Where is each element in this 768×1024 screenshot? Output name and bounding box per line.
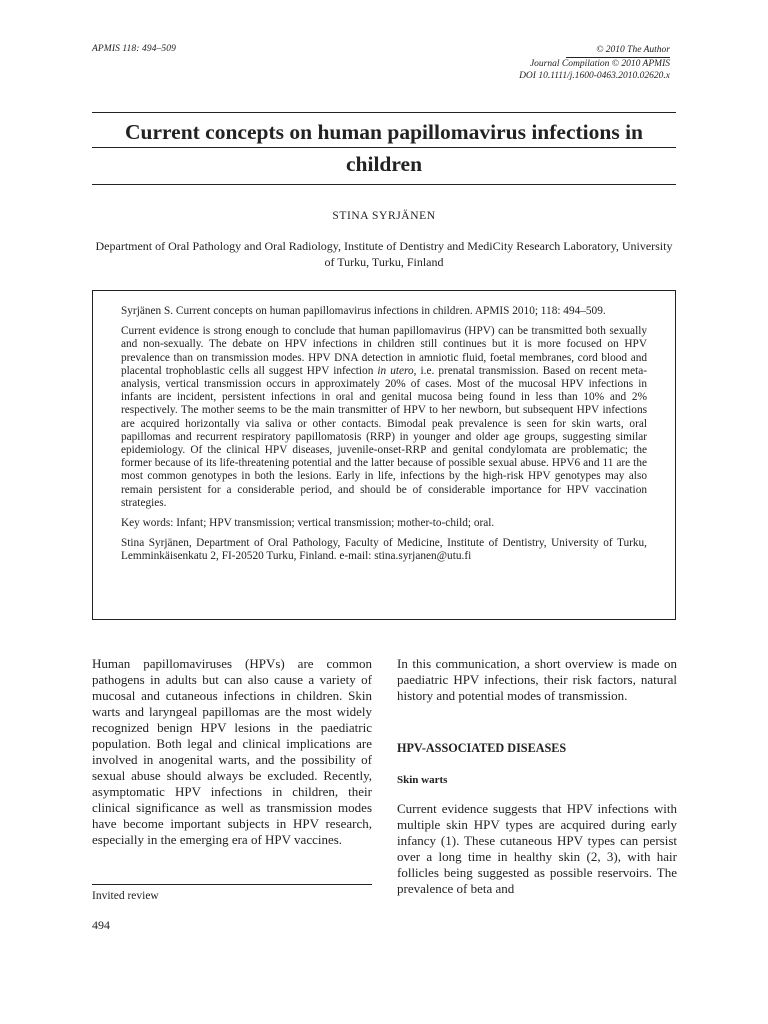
- title-top-rule: [92, 112, 676, 113]
- abstract-box: [92, 290, 676, 620]
- abstract-keywords: Key words: Infant; HPV transmission; vertical transmission; mother-to-child; oral.: [121, 517, 495, 530]
- subsection-heading: Skin warts: [397, 774, 448, 786]
- skin-warts-paragraph: Current evidence suggests that HPV infections with multiple skin HPV types are acquired during early infancy (1). These cutaneous HPV types can persist over a long time in healthy skin (2, 3), with hair follicles being suggested as possible reservoirs. The prevalence of beta and: [397, 801, 677, 896]
- copyright-journal: Journal Compilation © 2010 APMIS: [529, 59, 670, 69]
- title-middle-rule: [92, 147, 676, 148]
- article-title: Current concepts on human papillomavirus infections in children: [124, 120, 644, 176]
- abstract-citation: Syrjänen S. Current concepts on human papillomavirus infections in children. APMIS 2010; 118: 494–509.: [121, 305, 606, 317]
- page-number: 494: [92, 918, 110, 932]
- abstract-text: Current evidence is strong enough to conclude that human papillomavirus (HPV) can be transmitted both sexually and non-sexually. The debate on HPV infections in children still continues but it is more focused on HPV prevalence than on transmission modes. HPV DNA detection in amniotic fluid, foetal membranes, cord blood and placental trophoblastic cells all suggest HPV infection in utero, i.e. prenatal transmission. Based on recent meta-analysis, vertical transmission occurs in approximately 20% of cases. Most of the mucosal HPV infections in infants are incident, persistent infections in oral and genital mucosa being found in less than 10% and 2% respectively. The mother seems to be the main transmitter of HPV to her newborn, but subsequent HPV infections are acquired horizontally via saliva or other contacts. Bimodal peak prevalence is seen for skin warts, oral papillomas and recurrent respiratory papillomatosis (RRP) in younger and older age groups, suggesting similar epidemiology. Of the clinical HPV diseases, juvenile-onset-RRP and genital condylomata are problematic; the former because of its life-threatening potential and the latter because of possible sexual abuse. HPV6 and 11 are the most common genotypes in both the lesions. Early in life, infections by the high-risk HPV genotypes may also remain persistent for a considerable period, and should be of considerable importance for HPV vaccination strategies.: [121, 325, 647, 509]
- author-affiliation: Department of Oral Pathology and Oral Radiology, Institute of Dentistry and MediCity Research Laboratory, University of Turku, Turku, Finland: [95, 239, 673, 269]
- section-heading: HPV-ASSOCIATED DISEASES: [397, 741, 567, 755]
- intro-paragraph: Human papillomaviruses (HPVs) are common pathogens in adults but can also cause a variety of mucosal and cutaneous infections in children. Skin warts and laryngeal papillomas are the most widely recognized benign HPV lesions in the paediatric population. Both legal and clinical implications are involved in anogenital warts, and the possibility of sexual abuse should always be excluded. Recently, asymptomatic HPV infections in children, their clinical significance as well as transmission modes have become important subjects in HPV research, especially in the emerging era of HPV vaccines.: [92, 656, 372, 847]
- body-left-column: [92, 656, 372, 848]
- title-bottom-rule: [92, 184, 676, 185]
- footnote-rule: [92, 884, 372, 885]
- footnote: Invited review: [92, 890, 159, 902]
- abstract-correspondence: Stina Syrjänen, Department of Oral Pathology, Faculty of Medicine, Institute of Dentistry, University of Turku, Lemminkäisenkatu 2, FI-20520 Turku, Finland. e-mail: stina.syrjanen@utu.fi: [121, 537, 647, 563]
- body-right-column: [397, 656, 677, 897]
- doi: DOI 10.1111/j.1600-0463.2010.02620.x: [519, 71, 670, 81]
- copyright-block: [519, 44, 670, 82]
- copyright-author: © 2010 The Author: [566, 44, 670, 58]
- overview-paragraph: In this communication, a short overview is made on paediatric HPV infections, their risk factors, natural history and potential modes of transmission.: [397, 656, 677, 703]
- author-name: STINA SYRJÄNEN: [332, 210, 436, 222]
- journal-reference: APMIS 118: 494–509: [92, 44, 176, 54]
